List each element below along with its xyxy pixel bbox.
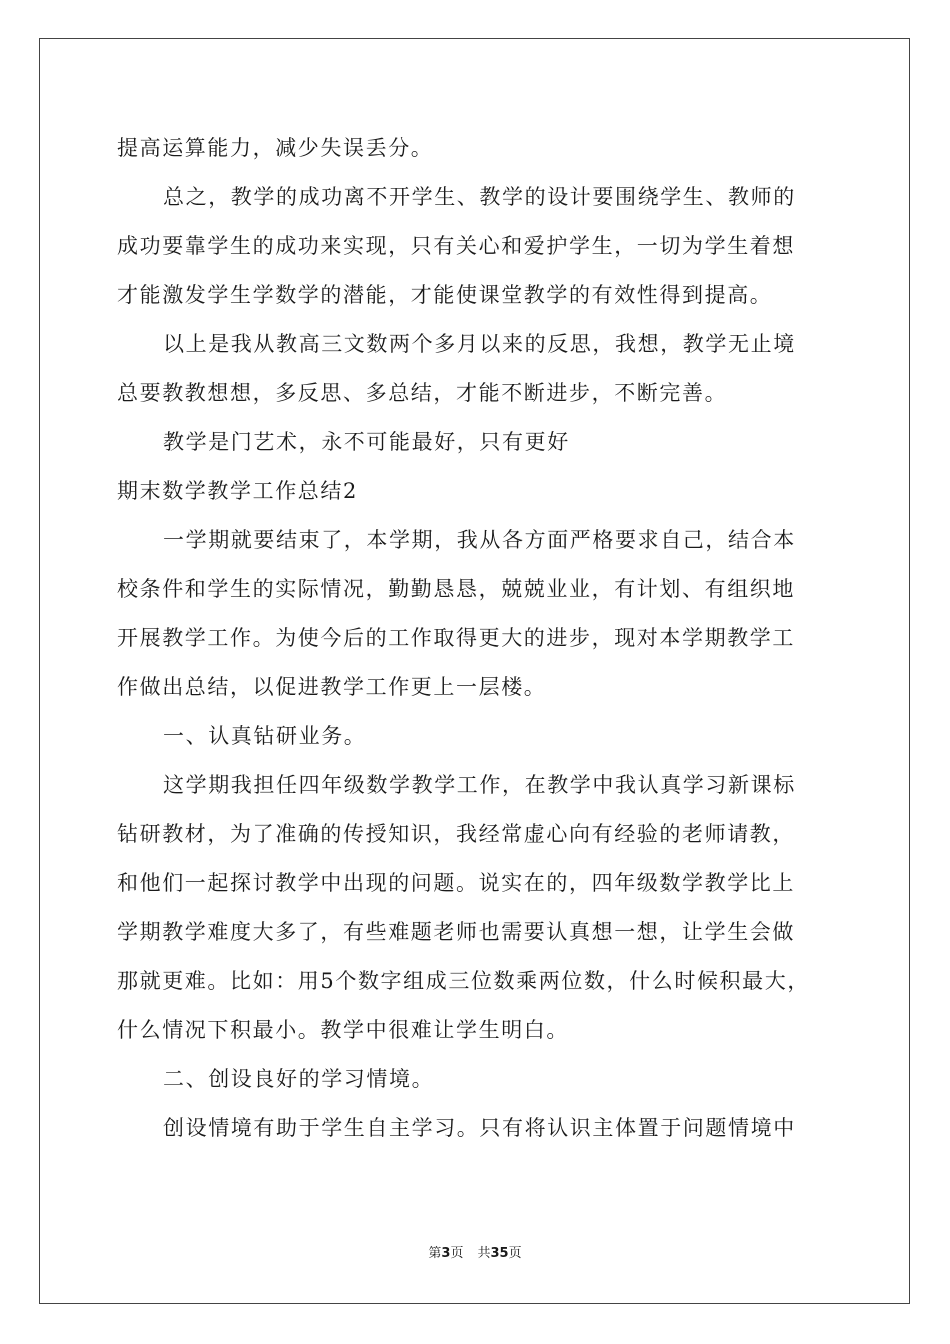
page-current: 3 xyxy=(441,1246,451,1261)
body-line: 才能激发学生学数学的潜能，才能使课堂教学的有效性得到提高。 xyxy=(117,283,773,307)
body-line: 什么情况下积最小。教学中很难让学生明白。 xyxy=(117,1018,569,1042)
page-prefix: 第 xyxy=(428,1246,442,1261)
paragraph-start: 创设情境有助于学生自主学习。只有将认识主体置于问题情境中 xyxy=(163,1116,796,1140)
paragraph-start: 这学期我担任四年级数学教学工作，在教学中我认真学习新课标 xyxy=(163,773,796,797)
body-line: 和他们一起探讨教学中出现的问题。说实在的，四年级数学教学比上 xyxy=(117,871,795,895)
body-line: 开展教学工作。为使今后的工作取得更大的进步，现对本学期教学工 xyxy=(117,626,795,650)
section-title: 期末数学教学工作总结2 xyxy=(117,479,358,503)
total-suffix: 页 xyxy=(508,1246,522,1261)
paragraph-start: 一学期就要结束了，本学期，我从各方面严格要求自己，结合本 xyxy=(163,528,796,552)
body-line: 成功要靠学生的成功来实现，只有关心和爱护学生，一切为学生着想 xyxy=(117,234,795,258)
page-footer xyxy=(0,1244,950,1264)
body-line: 总要教教想想，多反思、多总结，才能不断进步，不断完善。 xyxy=(117,381,728,405)
paragraph-start: 教学是门艺术，永不可能最好，只有更好 xyxy=(163,430,570,454)
total-prefix: 共 xyxy=(477,1246,491,1261)
paragraph-start: 以上是我从教高三文数两个多月以来的反思，我想，教学无止境 xyxy=(163,332,796,356)
body-line: 钻研教材，为了准确的传授知识，我经常虚心向有经验的老师请教， xyxy=(117,822,795,846)
paragraph-start: 总之，教学的成功离不开学生、教学的设计要围绕学生、教师的 xyxy=(163,185,796,209)
subheading: 二、创设良好的学习情境。 xyxy=(163,1067,435,1091)
page-suffix: 页 xyxy=(450,1246,464,1261)
body-line: 学期教学难度大多了，有些难题老师也需要认真想一想，让学生会做 xyxy=(117,920,795,944)
body-line: 那就更难。比如：用5个数字组成三位数乘两位数，什么时候积最大， xyxy=(117,969,810,993)
document-body xyxy=(117,124,847,1153)
body-line: 作做出总结，以促进教学工作更上一层楼。 xyxy=(117,675,547,699)
body-line: 校条件和学生的实际情况，勤勤恳恳，兢兢业业，有计划、有组织地 xyxy=(117,577,795,601)
subheading: 一、认真钻研业务。 xyxy=(163,724,367,748)
page-total: 35 xyxy=(490,1246,509,1261)
body-line: 提高运算能力，减少失误丢分。 xyxy=(117,136,434,160)
